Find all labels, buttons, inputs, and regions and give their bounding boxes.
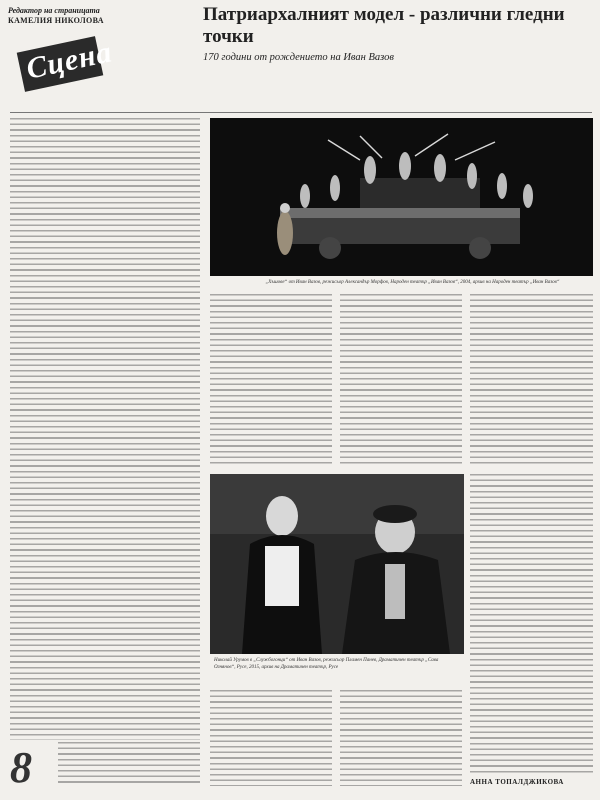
- article-column-6: [210, 690, 332, 786]
- editor-name: КАМЕЛИЯ НИКОЛОВА: [8, 16, 104, 25]
- article-text-block: [210, 690, 332, 786]
- photo-hashove: [210, 118, 593, 276]
- editor-role: Редактор на страницата: [8, 6, 100, 15]
- section-title: Сцена: [23, 35, 116, 86]
- article-column-7: [340, 690, 462, 786]
- article-title: Патриархалният модел - различни гледни точки: [203, 4, 565, 47]
- article-column-5: [470, 474, 593, 774]
- stage-scene-illustration: [210, 118, 593, 276]
- header-divider: [10, 112, 592, 113]
- photo-slujbogontsi: [210, 474, 464, 654]
- photo-hashove-caption: „Хъшове“ от Иван Вазов, режисьор Александър Морфов, Народен театър „Иван Вазов“, 2004, архив на Народен театър „Иван Вазов“: [265, 280, 560, 285]
- article-column-1: [10, 118, 200, 740]
- article-text-block: [210, 294, 332, 466]
- article-column-3: [340, 294, 462, 466]
- page-editor-credit: [8, 6, 120, 26]
- section-stamp: [12, 34, 116, 90]
- article-subtitle: 170 години от рождението на Иван Вазов: [203, 52, 394, 63]
- article-column-4: [470, 294, 593, 466]
- photo-slujbogontsi-caption: Николай Урумов в „Службогонци“ от Иван Вазов, режисьор Пламен Панев, Драматичен театър „Сава Огнянов“, Русе, 2015, архив на Драматичен театър, Русе: [214, 658, 439, 670]
- article-text-block: [470, 474, 593, 774]
- article-column-1-tail: [58, 742, 200, 784]
- article-text-block: [10, 118, 200, 740]
- page-number: 8: [10, 743, 32, 792]
- article-text-block: [340, 690, 462, 786]
- article-text-block: [58, 742, 200, 784]
- actors-illustration: [210, 474, 464, 654]
- article-text-block: [340, 294, 462, 466]
- article-text-block: [470, 294, 593, 466]
- article-author: АННА ТОПАЛДЖИКОВА: [470, 778, 564, 786]
- article-column-2: [210, 294, 332, 466]
